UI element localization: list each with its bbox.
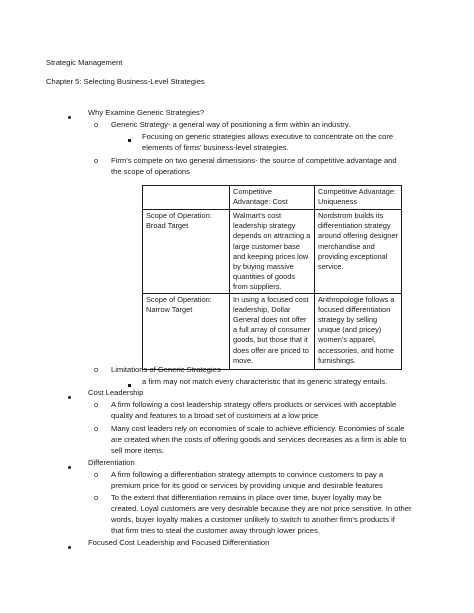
course-title: Strategic Management (46, 58, 123, 67)
limitations-bullet: a firm may not match every characteristic that its generic strategy entails. (142, 377, 388, 386)
table-corner-cell (143, 186, 230, 210)
diff-loyalty-line3: words, buyer loyalty makes a customer unlikely to switch to another firm’s products if (111, 515, 395, 524)
table-cell-narrow-cost: In using a focused cost leadership, Dollar General does not offer a full array of consumer goods, but those that it does offer are priced to move. (230, 293, 315, 369)
table-row-label-narrow: Scope of Operation: Narrow Target (143, 293, 230, 369)
circle-bullet-icon: o (94, 424, 99, 433)
cost-leadership-heading: Cost Leadership (88, 388, 144, 397)
cost-scale-line3: sell more items. (111, 446, 165, 455)
focused-heading: Focused Cost Leadership and Focused Differentiation (88, 538, 270, 547)
generic-strategy-def: Generic Strategy- a general way of positioning a firm within an industry. (111, 120, 351, 129)
section-heading-generic: Why Examine Generic Strategies? (88, 108, 205, 117)
bullet-dot-icon (68, 111, 71, 122)
table-row-label-broad: Scope of Operation: Broad Target (143, 210, 230, 294)
table-header-cost: Competitive Advantage: Cost (230, 186, 315, 210)
diff-def-line1: A firm following a differentiation strategy attempts to convince customers to pay a (111, 470, 384, 479)
circle-bullet-icon: o (94, 400, 99, 409)
cost-scale-line1: Many cost leaders rely on economies of scale to achieve efficiency. Economies of scale (111, 424, 405, 433)
bullet-dot-icon (68, 391, 71, 402)
circle-bullet-icon: o (94, 470, 99, 479)
dimensions-line2: the scope of operations (111, 167, 190, 176)
generic-bullet-line2: elements of firms’ business-level strategies. (142, 143, 289, 152)
circle-bullet-icon: o (94, 365, 99, 374)
cost-scale-line2: are created when the costs of offering goods and services decreases as a firm is able to (111, 435, 407, 444)
diff-loyalty-line4: that firm tries to steal the customer away through lower prices. (111, 526, 320, 535)
table-cell-broad-cost: Walmart’s cost leadership strategy depends on attracting a large customer base and keeping prices low by buying massive quantities of goods from suppliers. (230, 210, 315, 294)
limitations-heading: Limitations of Generic Strategies (111, 365, 221, 374)
cost-def-line1: A firm following a cost leadership strategy offers products or services with acceptable (111, 400, 397, 409)
diff-def-line2: premium price for its good or services by providing unique and desirable features (111, 481, 383, 490)
table-cell-narrow-unique: Anthropologie follows a focused differentiation strategy by selling unique (and pricey) women’s apparel, accessories, and home furnishings. (315, 293, 402, 369)
circle-bullet-icon: o (94, 156, 99, 165)
circle-bullet-icon: o (94, 493, 99, 502)
dimensions-line1: Firm’s compete on two general dimensions- the source of competitive advantage and (111, 156, 397, 165)
generic-bullet-line1: Focusing on generic strategies allows executive to concentrate on the core (142, 132, 394, 141)
cost-def-line2: quality and features to a broad set of customers at a low price (111, 411, 319, 420)
table-cell-broad-unique: Nordstrom builds its differentiation strategy around offering designer merchandise and providing exceptional service. (315, 210, 402, 294)
diff-loyalty-line1: To the extent that differentiation remains in place over time, buyer loyalty may be (111, 493, 382, 502)
generic-strategies-table (142, 185, 402, 370)
bullet-dot-icon (68, 461, 71, 472)
circle-bullet-icon: o (94, 120, 99, 129)
bullet-dot-icon (68, 541, 71, 552)
table-header-uniqueness: Competitive Advantage: Uniqueness (315, 186, 402, 210)
square-bullet-icon (128, 134, 131, 145)
diff-loyalty-line2: created. Loyal customers are very desirable because they are not price sensitive. In other (111, 504, 412, 513)
differentiation-heading: Differentiation (88, 458, 135, 467)
chapter-title: Chapter 5: Selecting Business-Level Strategies (46, 77, 205, 86)
